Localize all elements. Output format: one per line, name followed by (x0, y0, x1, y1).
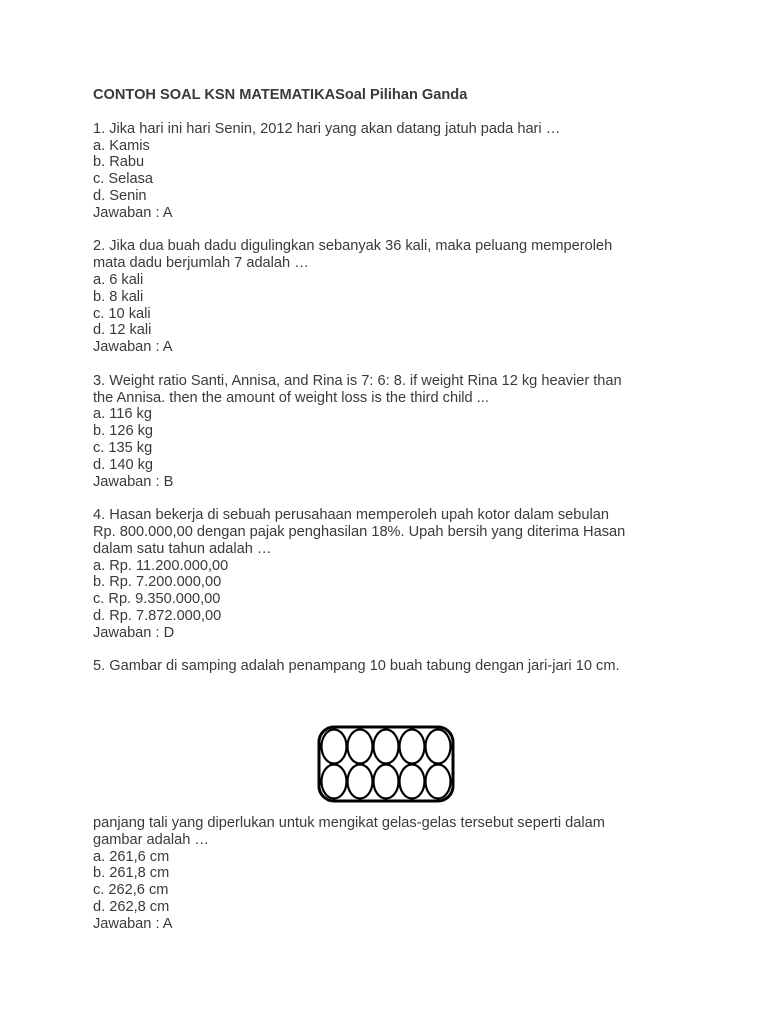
question-2-option-a: a. 6 kali (93, 271, 144, 288)
question-1-option-a: a. Kamis (93, 137, 150, 154)
tube-circle (400, 730, 425, 764)
question-4-option-b: b. Rp. 7.200.000,00 (93, 574, 222, 591)
question-3-text: 3. Weight ratio Santi, Annisa, and Rina is 7: 6: 8. if weight Rina 12 kg heavier than (93, 372, 622, 389)
question-4-option-d: d. Rp. 7.872.000,00 (93, 607, 222, 624)
document-page (93, 87, 693, 933)
tube-circle (426, 730, 451, 764)
question-5-option-d: d. 262,8 cm (93, 899, 170, 916)
question-4-option-c: c. Rp. 9.350.000,00 (93, 591, 221, 608)
question-4-option-a: a. Rp. 11.200.000,00 (93, 557, 229, 574)
question-5-option-c: c. 262,6 cm (93, 882, 169, 899)
question-5 (93, 658, 693, 932)
tube-circle (322, 765, 347, 799)
tube-circle (426, 765, 451, 799)
question-5-answer: Jawaban : A (93, 915, 173, 932)
tube-circle (374, 730, 399, 764)
question-4-text-cont-1: Rp. 800.000,00 dengan pajak penghasilan 18%. Upah bersih yang diterima Hasan (93, 523, 626, 540)
question-2 (93, 238, 693, 356)
question-2-text: 2. Jika dua buah dadu digulingkan sebanyak 36 kali, maka peluang memperoleh (93, 238, 613, 255)
question-2-option-b: b. 8 kali (93, 288, 144, 305)
question-3-text-cont: the Annisa. then the amount of weight loss is the third child ... (93, 389, 489, 406)
tube-circle (322, 730, 347, 764)
question-3-option-d: d. 140 kg (93, 456, 154, 473)
question-4-answer: Jawaban : D (93, 624, 175, 641)
question-5-option-a: a. 261,6 cm (93, 848, 170, 865)
question-3-option-c: c. 135 kg (93, 439, 153, 456)
question-4-text: 4. Hasan bekerja di sebuah perusahaan memperoleh upah kotor dalam sebulan (93, 507, 609, 524)
tube-circle (374, 765, 399, 799)
tube-circle (400, 765, 425, 799)
question-5-text-cont: gambar adalah … (93, 831, 210, 848)
question-1-option-b: b. Rabu (93, 154, 145, 171)
question-5-text: 5. Gambar di samping adalah penampang 10 buah tabung dengan jari-jari 10 cm. (93, 658, 620, 675)
tubes-cross-section-figure (317, 725, 455, 803)
question-2-text-cont: mata dadu berjumlah 7 adalah … (93, 255, 309, 272)
question-4 (93, 507, 693, 641)
question-5-text-after-figure: panjang tali yang diperlukan untuk mengikat gelas-gelas tersebut seperti dalam (93, 815, 605, 832)
question-3-option-a: a. 116 kg (93, 406, 152, 423)
question-4-text-cont-2: dalam satu tahun adalah … (93, 540, 272, 557)
question-3-answer: Jawaban : B (93, 473, 174, 490)
question-2-option-c: c. 10 kali (93, 305, 151, 322)
tube-circle (348, 730, 373, 764)
question-1-option-c: c. Selasa (93, 171, 154, 188)
figure-area (93, 675, 693, 815)
question-2-answer: Jawaban : A (93, 339, 173, 356)
question-3-option-b: b. 126 kg (93, 423, 154, 440)
question-1-answer: Jawaban : A (93, 204, 173, 221)
question-1-text: 1. Jika hari ini hari Senin, 2012 hari yang akan datang jatuh pada hari … (93, 120, 561, 137)
document-title: CONTOH SOAL KSN MATEMATIKASoal Pilihan Ganda (93, 87, 468, 103)
question-5-option-b: b. 261,8 cm (93, 865, 170, 882)
tube-circle (348, 765, 373, 799)
question-1-option-d: d. Senin (93, 187, 147, 204)
question-1 (93, 121, 693, 222)
question-2-option-d: d. 12 kali (93, 322, 152, 339)
question-3 (93, 373, 693, 491)
